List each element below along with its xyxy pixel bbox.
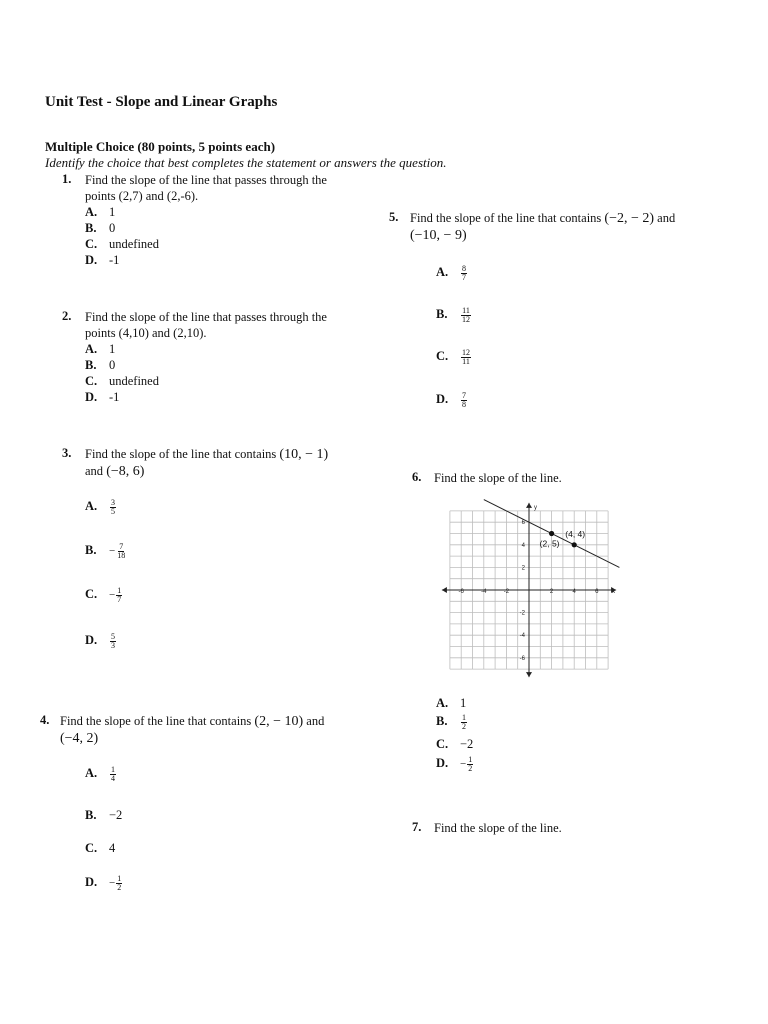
fraction-numerator: 8	[462, 263, 466, 273]
option-sign: −	[460, 758, 467, 771]
option-text: -1	[109, 253, 120, 267]
y-axis-arrow	[526, 503, 532, 508]
question-text	[410, 210, 675, 227]
point-label: (2, 5)	[539, 538, 560, 549]
question-stem: Find the slope of the line that contains	[85, 447, 277, 461]
option-label: B.	[436, 714, 448, 728]
fraction-denominator: 7	[117, 594, 122, 604]
option-text: −2	[460, 737, 474, 751]
question-stem: Find the slope of the line that contains	[410, 211, 602, 225]
option-a[interactable]	[85, 341, 115, 357]
fraction-denominator: 8	[462, 399, 466, 409]
option-c[interactable]	[85, 236, 159, 252]
option-c[interactable]	[436, 736, 473, 752]
question-text	[85, 446, 328, 463]
and-text: and	[85, 464, 104, 478]
option-b[interactable]	[85, 357, 115, 373]
option-label: A.	[85, 205, 98, 219]
option-fraction	[467, 756, 473, 773]
question-number: 7.	[412, 820, 422, 834]
section-heading: Multiple Choice (80 points, 5 points each)	[45, 139, 276, 154]
option-a[interactable]	[436, 695, 466, 711]
fraction-numerator: 12	[462, 347, 470, 357]
option-text: 4	[109, 841, 116, 855]
option-fraction	[461, 392, 467, 409]
option-text: 1	[109, 342, 116, 356]
y-tick-label: -4	[519, 633, 525, 640]
x-axis-label: x	[612, 589, 616, 595]
option-b[interactable]	[85, 807, 122, 823]
x-tick-label: -6	[458, 589, 464, 595]
and-text: and	[306, 714, 325, 728]
question-text: Find the slope of the line that passes through the	[85, 173, 327, 187]
question-text: points (4,10) and (2,10).	[85, 326, 207, 340]
option-b[interactable]	[436, 713, 467, 731]
option-fraction	[110, 766, 116, 783]
fraction-denominator: 4	[111, 773, 115, 783]
point-2: (−8, 6)	[106, 464, 145, 479]
option-label: A.	[436, 696, 449, 710]
fraction-numerator: 1	[468, 754, 473, 764]
option-text: −2	[109, 808, 123, 822]
point-label: (4, 4)	[565, 528, 586, 539]
question-text: Find the slope of the line.	[434, 471, 562, 485]
option-fraction	[110, 633, 116, 650]
option-text: 1	[460, 696, 467, 710]
question-text: points (2,7) and (2,-6).	[85, 189, 199, 203]
option-label: C.	[85, 374, 98, 388]
option-label: D.	[436, 756, 449, 770]
x-tick-label: 6	[595, 589, 599, 595]
question-number: 1.	[62, 172, 72, 186]
option-c[interactable]	[436, 348, 471, 366]
option-label: A.	[436, 265, 449, 279]
question-text	[60, 713, 324, 730]
option-label: C.	[436, 737, 449, 751]
fraction-numerator: 11	[462, 305, 470, 315]
question-number: 3.	[62, 446, 72, 460]
option-text: undefined	[109, 374, 159, 388]
fraction-numerator: 1	[117, 873, 122, 883]
option-fraction	[461, 349, 471, 366]
option-label: D.	[85, 633, 98, 647]
y-axis-label: y	[534, 504, 537, 511]
y-tick-label: 6	[521, 520, 525, 527]
option-fraction	[461, 265, 467, 282]
option-label: B.	[85, 358, 97, 372]
question-text	[85, 463, 144, 480]
y-axis-arrow	[526, 672, 532, 677]
point-1: (10, − 1)	[279, 447, 329, 462]
point-2: (−4, 2)	[60, 731, 99, 746]
question-text	[410, 227, 467, 244]
fraction-numerator: 5	[111, 631, 115, 641]
fraction-numerator: 7	[462, 390, 466, 400]
option-c[interactable]	[85, 586, 122, 604]
x-tick-label: 2	[549, 589, 554, 595]
y-tick-label: 2	[521, 565, 525, 572]
fraction-numerator: 1	[117, 585, 122, 595]
option-c[interactable]	[85, 373, 159, 389]
page-title: Unit Test - Slope and Linear Graphs	[45, 94, 278, 110]
option-b[interactable]	[85, 220, 115, 236]
option-b[interactable]	[436, 306, 471, 324]
y-tick-label: -6	[519, 655, 525, 662]
fraction-denominator: 7	[462, 272, 466, 282]
option-label: C.	[85, 841, 98, 855]
x-tick-label: -4	[481, 589, 487, 595]
option-fraction	[110, 499, 116, 516]
point-1: (2, − 10)	[254, 714, 304, 729]
option-label: D.	[85, 875, 98, 889]
question-text: Find the slope of the line that passes through the	[85, 310, 327, 324]
option-d[interactable]	[436, 755, 473, 773]
option-label: B.	[436, 307, 448, 321]
option-d[interactable]	[85, 874, 122, 892]
fraction-numerator: 1	[462, 712, 466, 722]
option-fraction	[461, 714, 467, 731]
fraction-denominator: 2	[468, 763, 473, 773]
option-label: B.	[85, 808, 97, 822]
x-tick-label: 4	[572, 589, 576, 595]
option-a[interactable]	[85, 498, 116, 516]
option-b[interactable]	[85, 542, 126, 560]
option-label: C.	[85, 237, 98, 251]
fraction-denominator: 5	[111, 506, 115, 516]
option-text: 0	[109, 221, 116, 235]
point-1: (−2, − 2)	[604, 211, 655, 226]
question-number: 4.	[40, 713, 50, 727]
fraction-numerator: 1	[111, 764, 115, 774]
fraction-denominator: 2	[462, 721, 466, 731]
option-text: undefined	[109, 237, 159, 251]
option-sign: −	[109, 589, 116, 602]
option-a[interactable]	[85, 765, 116, 783]
option-fraction	[116, 875, 122, 892]
option-label: C.	[436, 349, 449, 363]
option-c[interactable]	[85, 840, 115, 856]
option-label: A.	[85, 342, 98, 356]
option-label: D.	[85, 253, 98, 267]
option-d[interactable]	[436, 391, 467, 409]
question-stem: Find the slope of the line that contains	[60, 714, 252, 728]
fraction-denominator: 11	[462, 356, 470, 366]
option-fraction	[116, 543, 126, 560]
option-label: D.	[85, 390, 98, 404]
option-text: 1	[109, 205, 116, 219]
fraction-denominator: 18	[117, 550, 126, 560]
instructions: Identify the choice that best completes the statement or answers the question.	[45, 155, 447, 170]
option-sign: −	[109, 545, 116, 558]
option-fraction	[116, 587, 122, 604]
x-tick-label: -2	[503, 589, 510, 595]
option-a[interactable]	[85, 204, 115, 220]
fraction-denominator: 2	[117, 882, 122, 892]
option-text: 0	[109, 358, 116, 372]
question-text: Find the slope of the line.	[434, 821, 562, 835]
option-label: A.	[85, 766, 98, 780]
option-label: B.	[85, 543, 97, 557]
option-sign: −	[109, 877, 116, 890]
point-2: (−10, − 9)	[410, 228, 467, 243]
option-fraction	[461, 307, 471, 324]
and-text: and	[657, 211, 676, 225]
fraction-numerator: 7	[119, 541, 124, 551]
question-number: 6.	[412, 470, 422, 484]
point-2-5	[549, 531, 554, 536]
x-axis-arrow	[442, 587, 447, 593]
y-tick-label: 4	[521, 542, 525, 549]
coordinate-graph	[434, 490, 628, 690]
point-4-4	[572, 542, 577, 547]
option-a[interactable]	[436, 264, 467, 282]
fraction-numerator: 3	[111, 497, 115, 507]
question-number: 5.	[389, 210, 399, 224]
option-label: A.	[85, 499, 98, 513]
option-d[interactable]	[85, 389, 119, 405]
fraction-denominator: 12	[462, 314, 470, 324]
option-label: D.	[436, 392, 449, 406]
y-tick-label: -2	[519, 610, 525, 617]
fraction-denominator: 3	[111, 640, 115, 650]
option-d[interactable]	[85, 252, 119, 268]
option-label: C.	[85, 587, 98, 601]
option-text: -1	[109, 390, 120, 404]
question-text	[60, 730, 98, 747]
question-number: 2.	[62, 309, 72, 323]
option-label: B.	[85, 221, 97, 235]
option-d[interactable]	[85, 632, 116, 650]
